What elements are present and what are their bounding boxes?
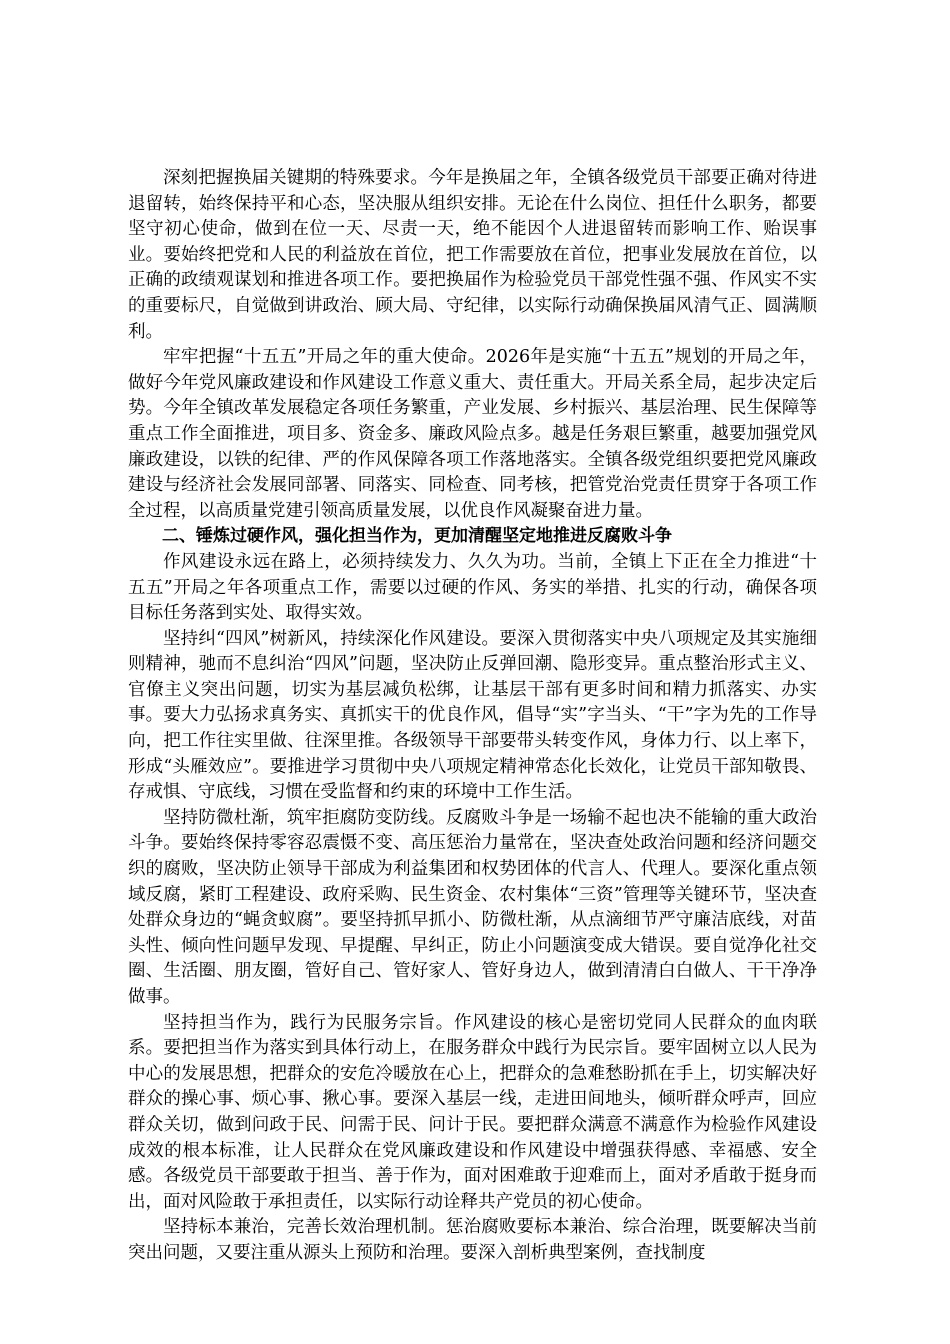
section-heading-2: 二、锤炼过硬作风，强化担当作为，更加清醒坚定地推进反腐败斗争 (162, 526, 672, 547)
paragraph-transition-requirements: 深刻把握换届关键期的特殊要求。今年是换届之年，全镇各级党员干部要正确对待进退留转，始终保持平和心态，坚决服从组织安排。无论在什么岗位、担任什么职务，都要坚守初心使命，做到在位一天、尽责一天，绝不能因个人进退留转而影响工作、贻误事业。要始终把党和人民的利益放在首位，把工作需要放在首位，把事业发展放在首位，以正确的政绩观谋划和推进各项工作。要把换届作为检验党员干部党性强不强、作风实不实的重要标尺，自觉做到讲政治、顾大局、守纪律，以实际行动确保换届风清气正、圆满顺利。 (128, 168, 817, 342)
paragraph-style-building: 作风建设永远在路上，必须持续发力、久久为功。当前，全镇上下正在全力推进“十五五”开局之年各项重点工作，需要以过硬的作风、务实的举措、扎实的行动，确保各项目标任务落到实处、取得实效。 (128, 551, 817, 624)
paragraph-four-styles: 坚持纠“四风”树新风，持续深化作风建设。要深入贯彻落实中央八项规定及其实施细则精神，驰而不息纠治“四风”问题，坚决防止反弹回潮、隐形变异。重点整治形式主义、官僚主义突出问题，切实为基层减负松绑，让基层干部有更多时间和精力抓落实、办实事。要大力弘扬求真务实、真抓实干的优良作风，倡导“实”字当头、“干”字为先的工作导向，把工作往实里做、往深里推。各级领导干部要带头转变作风，身体力行、以上率下，形成“头雁效应”。要推进学习贯彻中央八项规定精神常态化长效化，让党员干部知敬畏、存戒惧、守底线，习惯在受监督和约束的环境中工作生活。 (128, 628, 817, 803)
paragraph-first-year-mission: 牢牢把握“十五五”开局之年的重大使命。2026年是实施“十五五”规划的开局之年，做好今年党风廉政建设和作风建设工作意义重大、责任重大。开局关系全局，起步决定后势。今年全镇改革发展稳定各项任务繁重，产业发展、乡村振兴、基层治理、民生保障等重点工作全面推进，项目多、资金多、廉政风险点多。越是任务艰巨繁重，越要加强党风廉政建设，以铁的纪律、严的作风保障各项工作落地落实。全镇各级党组织要把党风廉政建设与经济社会发展同部署、同落实、同检查、同考核，把管党治党责任贯穿于各项工作全过程，以高质量党建引领高质量发展，以优良作风凝聚奋进力量。 (128, 347, 817, 521)
paragraph-serve-people: 坚持担当作为，践行为民服务宗旨。作风建设的核心是密切党同人民群众的血肉联系。要把担当作为落实到具体行动上，在服务群众中践行为民宗旨。要牢固树立以人民为中心的发展思想，把群众的安危冷暖放在心上，把群众的急难愁盼抓在手上，切实解决好群众的操心事、烦心事、揪心事。要深入基层一线，走进田间地头，倾听群众呼声，回应群众关切，做到问政于民、问需于民、问计于民。要把群众满意不满意作为检验作风建设成效的根本标准，让人民群众在党风廉政建设和作风建设中增强获得感、幸福感、安全感。各级党员干部要敢于担当、善于作为，面对困难敢于迎难而上，面对矛盾敢于挺身而出，面对风险敢于承担责任，以实际行动诠释共产党员的初心使命。 (128, 1012, 817, 1212)
document-body (128, 166, 817, 1267)
paragraph-anti-corruption: 坚持防微杜渐，筑牢拒腐防变防线。反腐败斗争是一场输不起也决不能输的重大政治斗争。要始终保持零容忍震慑不变、高压惩治力量常在，坚决查处政治问题和经济问题交织的腐败，坚决防止领导干部成为利益集团和权势团体的代言人、代理人。要深化重点领域反腐，紧盯工程建设、政府采购、民生资金、农村集体“三资”管理等关键环节，坚决查处群众身边的“蝇贪蚁腐”。要坚持抓早抓小、防微杜渐，从点滴细节严守廉洁底线，对苗头性、倾向性问题早发现、早提醒、早纠正，防止小问题演变成大错误。要自觉净化社交圈、生活圈、朋友圈，管好自己、管好家人、管好身边人，做到清清白白做人、干干净净做事。 (128, 807, 817, 1007)
paragraph-long-term-mechanism: 坚持标本兼治，完善长效治理机制。惩治腐败要标本兼治、综合治理，既要解决当前突出问题，又要注重从源头上预防和治理。要深入剖析典型案例，查找制度 (128, 1217, 817, 1263)
